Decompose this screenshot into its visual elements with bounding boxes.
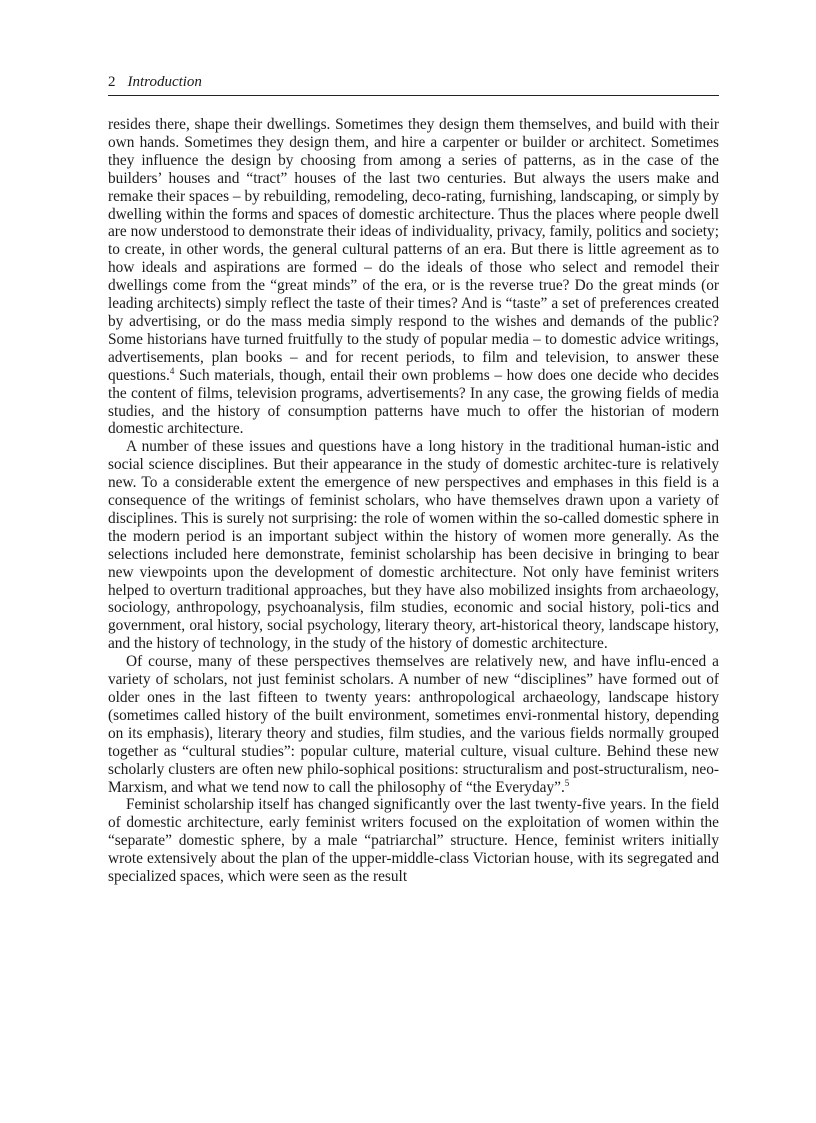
paragraph-1: [108, 116, 719, 438]
book-page: [108, 72, 719, 886]
footnote-ref-5[interactable]: 5: [564, 777, 570, 788]
paragraph-1-text: resides there, shape their dwellings. Sometimes they design them themselves, and build with their own hands. Sometimes they design them, and hire a carpenter or builder or architect. Sometimes they influence the design by choosing from among a series of patterns, as in the case of the builders’ houses and “tract” houses of the last two centuries. But always the users make and remake their spaces – by rebuilding, remodeling, deco-rating, furnishing, landscaping, or simply by dwelling within the forms and spaces of domestic architecture. Thus the places where people dwell are now understood to demonstrate their ideas of individuality, privacy, family, politics and society; to create, in other words, the general cultural patterns of an era. But there is little agreement as to how ideals and aspirations are formed – do the ideals of those who select and remodel their dwellings come from the “great minds” of the era, or is the reverse true? Do the great minds (or leading architects) simply reflect the taste of their times? And is “taste” a set of preferences created by advertising, or do the mass media simply respond to the wishes and demands of the public? Some historians have turned fruitfully to the study of popular media – to domestic advice writings, advertisements, plan books – and for recent periods, to film and television, to answer these questions.: [108, 116, 719, 384]
footnote-ref-4[interactable]: 4: [169, 365, 175, 376]
paragraph-3-text: Of course, many of these perspectives themselves are relatively new, and have influ-enced a variety of scholars, not just feminist scholars. A number of new “disciplines” have formed out of older ones in the last fifteen to twenty years: anthropological archaeology, landscape history (sometimes called history of the built environment, sometimes envi-ronmental history, depending on its emphasis), literary theory and studies, film studies, and the various fields normally grouped together as “cultural studies”: popular culture, material culture, visual culture. Behind these new scholarly clusters are often new philo-sophical positions: structuralism and post-structuralism, neo-Marxism, and what we tend now to call the philosophy of “the Everyday”.: [108, 653, 719, 796]
paragraph-3: [108, 653, 719, 796]
page-number: 2: [108, 74, 116, 90]
body-text: [108, 116, 719, 886]
paragraph-2: A number of these issues and questions have a long history in the traditional human-istic and social science disciplines. But their appearance in the study of domestic architec-ture is relatively new. To a considerable extent the emergence of new perspectives and emphases in this field is a consequence of the writings of feminist scholars, who have themselves drawn upon a variety of disciplines. This is surely not surprising: the role of women within the so-called domestic sphere in the modern period is an important subject within the history of women more generally. As the selections included here demonstrate, feminist scholarship has been decisive in bringing to bear new viewpoints upon the development of domestic architecture. Not only have feminist writers helped to overturn traditional approaches, but they have also mobilized insights from archaeology, sociology, anthropology, psychoanalysis, film studies, economic and social history, poli-tics and government, oral history, social psychology, literary theory, art-historical theory, landscape history, and the history of technology, in the study of the history of domestic architecture.: [108, 438, 719, 653]
paragraph-4: Feminist scholarship itself has changed significantly over the last twenty-five years. In the field of domestic architecture, early feminist writers focused on the exploitation of women within the “separate” domestic sphere, by a male “patriarchal” structure. Hence, feminist writers initially wrote extensively about the plan of the upper-middle-class Victorian house, with its segregated and specialized spaces, which were seen as the result: [108, 796, 719, 886]
paragraph-1-text-continued: Such materials, though, entail their own problems – how does one decide who decides the content of films, television programs, advertisements? In any case, the growing fields of media studies, and the history of consumption patterns have much to offer the historian of modern domestic architecture.: [108, 366, 719, 438]
running-head: [108, 72, 719, 96]
section-title: Introduction: [127, 74, 202, 90]
